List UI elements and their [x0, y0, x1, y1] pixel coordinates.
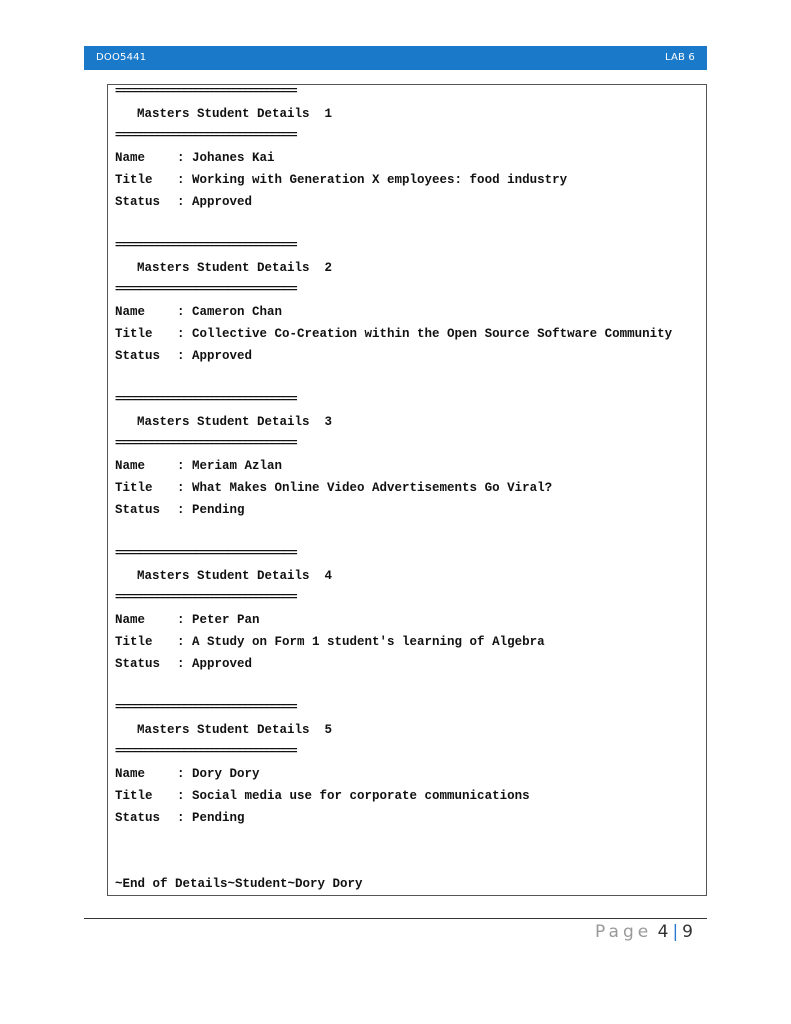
separator-text: ================================= — [115, 130, 297, 142]
record-status-row — [115, 653, 252, 675]
record-status: Pending — [192, 503, 245, 517]
record-name-row — [115, 147, 275, 169]
field-label: Name — [115, 305, 146, 319]
page-number — [595, 921, 693, 943]
field-separator: : — [177, 789, 193, 803]
record-title: Collective Co-Creation within the Open Source Software Community — [192, 327, 673, 341]
record-title: Working with Generation X employees: food industry — [192, 173, 568, 187]
record-name-row — [115, 609, 260, 631]
field-separator: : — [177, 173, 193, 187]
page-current: 4 — [657, 922, 669, 942]
record-heading — [137, 103, 332, 125]
record-heading-text: Masters Student Details 3 — [137, 415, 333, 429]
record-title: Social media use for corporate communications — [192, 789, 530, 803]
field-label: Status — [115, 657, 161, 671]
field-separator: : — [177, 635, 193, 649]
field-label: Title — [115, 481, 153, 495]
field-label: Name — [115, 459, 146, 473]
record-heading — [137, 257, 332, 279]
separator-text: ================================= — [115, 438, 297, 450]
field-separator: : — [177, 349, 193, 363]
separator-line — [115, 587, 297, 609]
field-label: Status — [115, 195, 161, 209]
record-name: Dory Dory — [192, 767, 260, 781]
field-label: Title — [115, 635, 153, 649]
course-code: DOO5441 — [96, 52, 147, 63]
field-separator: : — [177, 327, 193, 341]
record-heading — [137, 411, 332, 433]
record-name: Johanes Kai — [192, 151, 275, 165]
record-name-row — [115, 763, 260, 785]
field-label: Status — [115, 811, 161, 825]
end-line — [115, 873, 363, 895]
field-separator: : — [177, 767, 193, 781]
separator-text: ================================= — [115, 702, 297, 714]
console-output — [107, 84, 707, 896]
field-separator: : — [177, 613, 193, 627]
separator-line — [115, 697, 297, 719]
separator-line — [115, 543, 297, 565]
field-separator: : — [177, 305, 193, 319]
field-label: Title — [115, 789, 153, 803]
field-separator: : — [177, 151, 193, 165]
record-heading — [137, 719, 332, 741]
record-name: Cameron Chan — [192, 305, 283, 319]
record-status-row — [115, 191, 252, 213]
record-status: Approved — [192, 657, 253, 671]
separator-line — [115, 279, 297, 301]
separator-line — [115, 389, 297, 411]
field-label: Name — [115, 767, 146, 781]
field-label: Status — [115, 349, 161, 363]
record-status-row — [115, 807, 245, 829]
separator-text: ================================= — [115, 592, 297, 604]
footer-rule — [84, 918, 707, 919]
record-heading — [137, 565, 332, 587]
record-title: A Study on Form 1 student's learning of Algebra — [192, 635, 545, 649]
field-label: Status — [115, 503, 161, 517]
field-separator: : — [177, 459, 193, 473]
record-status-row — [115, 345, 252, 367]
record-name-row — [115, 301, 282, 323]
record-title-row — [115, 631, 545, 653]
field-label: Name — [115, 613, 146, 627]
field-separator: : — [177, 195, 193, 209]
record-name: Peter Pan — [192, 613, 260, 627]
record-title-row — [115, 785, 530, 807]
record-title-row — [115, 323, 672, 345]
record-status: Pending — [192, 811, 245, 825]
separator-line — [115, 235, 297, 257]
record-status: Approved — [192, 349, 253, 363]
page-divider: | — [672, 922, 679, 942]
separator-line — [115, 125, 297, 147]
separator-text: ================================= — [115, 240, 297, 252]
field-separator: : — [177, 811, 193, 825]
record-heading-text: Masters Student Details 5 — [137, 723, 333, 737]
field-separator: : — [177, 657, 193, 671]
separator-text: ================================= — [115, 394, 297, 406]
document-header — [84, 46, 707, 70]
field-label: Title — [115, 173, 153, 187]
separator-text: ================================= — [115, 548, 297, 560]
record-title-row — [115, 169, 567, 191]
separator-line — [115, 81, 297, 103]
field-label: Name — [115, 151, 146, 165]
separator-line — [115, 741, 297, 763]
separator-text: ================================= — [115, 86, 297, 98]
lab-label: LAB 6 — [664, 52, 695, 63]
separator-text: ================================= — [115, 284, 297, 296]
record-title: What Makes Online Video Advertisements Go Viral? — [192, 481, 553, 495]
end-line-text: ~End of Details~Student~Dory Dory — [115, 877, 363, 891]
field-separator: : — [177, 503, 193, 517]
record-name-row — [115, 455, 282, 477]
record-name: Meriam Azlan — [192, 459, 283, 473]
record-title-row — [115, 477, 552, 499]
page-total: 9 — [682, 922, 693, 942]
separator-line — [115, 433, 297, 455]
record-status: Approved — [192, 195, 253, 209]
record-heading-text: Masters Student Details 4 — [137, 569, 333, 583]
separator-text: ================================= — [115, 746, 297, 758]
record-heading-text: Masters Student Details 2 — [137, 261, 333, 275]
record-status-row — [115, 499, 245, 521]
field-separator: : — [177, 481, 193, 495]
page-word: Page — [595, 922, 653, 942]
record-heading-text: Masters Student Details 1 — [137, 107, 333, 121]
field-label: Title — [115, 327, 153, 341]
